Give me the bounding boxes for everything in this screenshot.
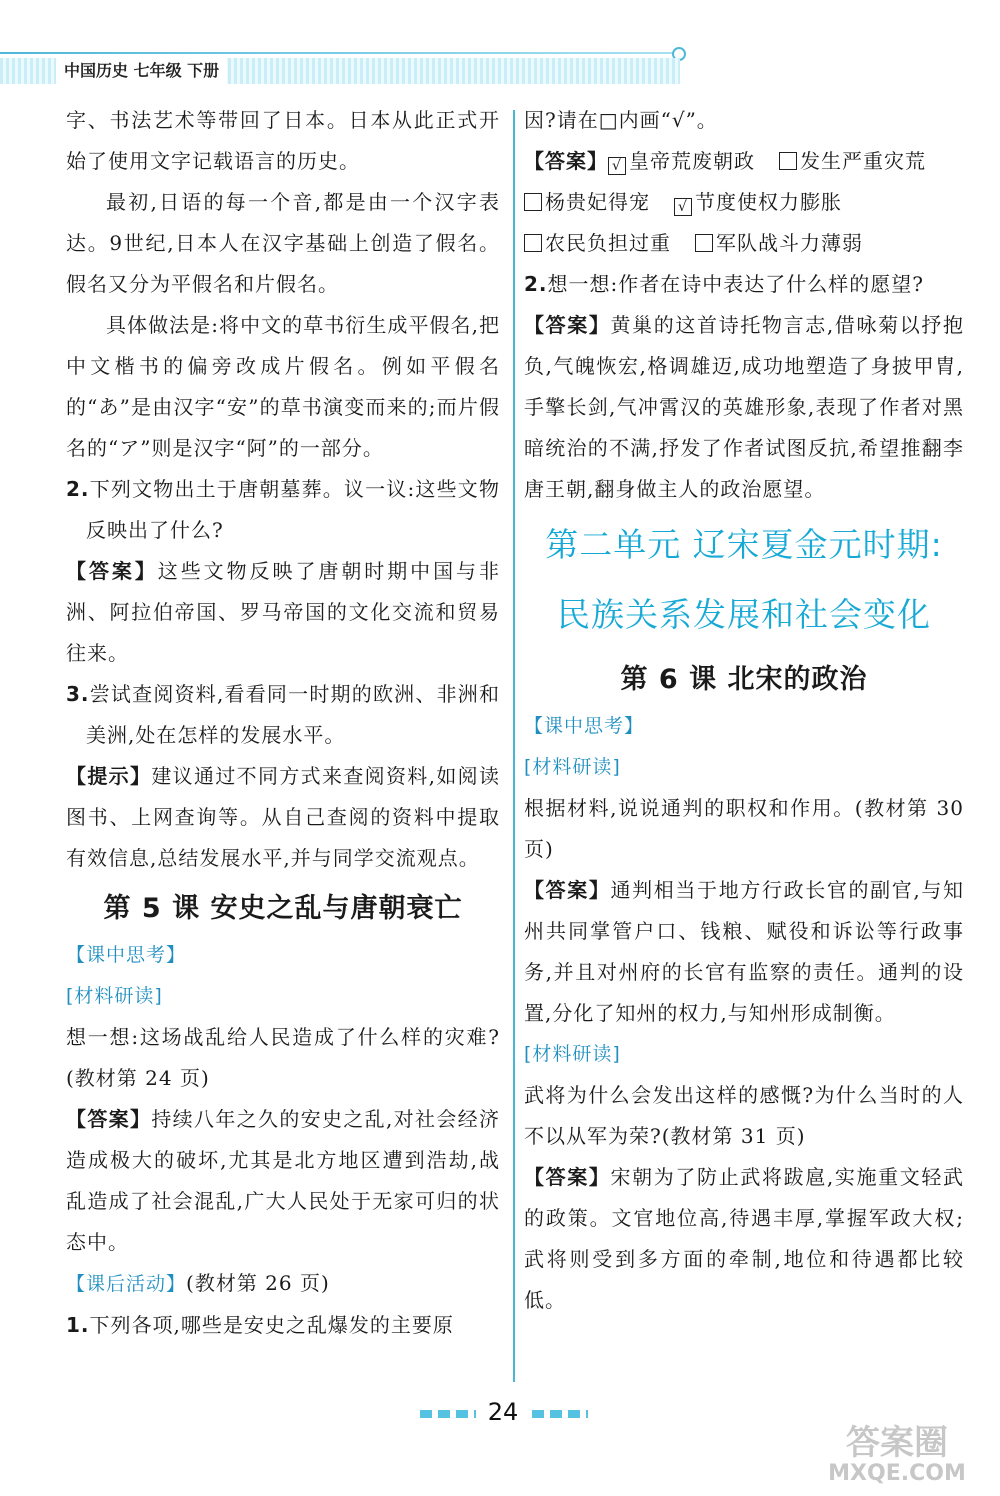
question-number: 1. [66, 1313, 90, 1337]
checkbox-icon: √ [608, 157, 626, 175]
question-3 [66, 674, 500, 756]
question-think: 想一想:这场战乱给人民造成了什么样的灾难?(教材第 24 页) [66, 1025, 500, 1090]
paragraph-kana-origin: 最初,日语的每一个音,都是由一个汉字表达。9世纪,日本人在汉字基础上创造了假名。假名又分为平假名和片假名。 [66, 190, 500, 296]
answer-tag: 【答案】 [66, 1107, 152, 1131]
option-label: 军队战斗力薄弱 [716, 231, 863, 255]
question-text: 下列文物出土于唐朝墓葬。议一议:这些文物反映出了什么? [86, 477, 500, 542]
option-item [779, 141, 926, 182]
answer-text: 持续八年之久的安史之乱,对社会经济造成极大的破坏,尤其是北方地区遭到浩劫,战乱造成了社会混乱,广大人民处于无家可归的状态中。 [66, 1107, 500, 1254]
answer-text: 这些文物反映了唐朝时期中国与非洲、阿拉伯帝国、罗马帝国的文化交流和贸易往来。 [66, 559, 501, 665]
watermark-logo [812, 1416, 982, 1486]
column-divider [513, 110, 515, 1382]
answer-think [66, 1099, 500, 1263]
answer-tag: 【答案】 [524, 1165, 611, 1189]
hint-text: 建议通过不同方式来查阅资料,如阅读图书、上网查询等。从自己查阅的资料中提取有效信息,总结发展水平,并与同学交流观点。 [66, 764, 500, 870]
lesson-5-title: 第 5 课 安史之乱与唐朝衰亡 [103, 893, 463, 924]
answer-tag: 【答案】 [524, 878, 611, 902]
question-2-right [524, 264, 964, 305]
checkbox-icon [524, 234, 542, 252]
question-text: 下列各项,哪些是安史之乱爆发的主要原 [89, 1313, 454, 1337]
checkbox-icon [779, 152, 797, 170]
section-tag-material-2: [材料研读] [524, 1043, 621, 1065]
answer-tag: 【答案】 [66, 559, 158, 583]
question-number: 2. [524, 272, 548, 296]
answer-options-row-1 [524, 141, 964, 182]
answer-text: 通判相当于地方行政长官的副官,与知州共同掌管户口、钱粮、赋役和诉讼等行政事务,并且对州府的长官有监察的责任。通判的设置,分化了知州的权力,与知州形成制衡。 [524, 878, 965, 1025]
answer-text: 宋朝为了防止武将跋扈,实施重文轻武的政策。文官地位高,待遇丰厚,掌握军政大权;武将则受到多方面的牵制,地位和待遇都比较低。 [524, 1165, 965, 1312]
option-label: 皇帝荒废朝政 [629, 149, 755, 173]
option-item [524, 182, 650, 223]
answer-tag: 【答案】 [524, 313, 611, 337]
option-label: 杨贵妃得宠 [545, 190, 650, 214]
after-class-heading [66, 1263, 500, 1305]
option-item [695, 223, 863, 264]
header-rule [0, 52, 680, 54]
after-class-ref: (教材第 26 页) [186, 1271, 330, 1295]
question-1-continued: 因?请在□内画“√”。 [524, 108, 718, 132]
option-label: 节度使权力膨胀 [695, 190, 842, 214]
header-title: 中国历史 七年级 下册 [56, 58, 227, 84]
section-tag-think: 【课中思考】 [524, 715, 645, 737]
answer-text: 黄巢的这首诗托物言志,借咏菊以抒抱负,气魄恢宏,格调雄迈,成功地塑造了身披甲胄,手擎长剑,气冲霄汉的英雄形象,表现了作者对黑暗统治的不满,抒发了作者试图反抗,希望推翻李唐王朝,翻身做主人的政治愿望。 [524, 313, 965, 501]
section-tag-material-1: [材料研读] [524, 756, 621, 778]
question-1 [66, 1305, 500, 1346]
option-item [608, 141, 755, 182]
answer-options-row-2 [524, 182, 964, 223]
paragraph-kana-method: 具体做法是:将中文的草书衍生成平假名,把中文楷书的偏旁改成片假名。例如平假名的“あ”是由汉字“安”的草书演变而来的;而片假名的“ア”则是汉字“阿”的一部分。 [66, 313, 500, 460]
hint-tag: 【提示】 [66, 764, 152, 788]
left-column [66, 100, 500, 1346]
footer-decoration-right [532, 1410, 588, 1418]
option-label: 发生严重灾荒 [800, 149, 926, 173]
material-1-answer [524, 870, 964, 1034]
lesson-6-title: 第 6 课 北宋的政治 [620, 664, 868, 695]
option-label: 农民负担过重 [545, 231, 671, 255]
section-tag-after: 【课后活动】 [66, 1273, 187, 1295]
question-2 [66, 469, 500, 551]
option-item [674, 182, 842, 223]
answer-2 [66, 551, 500, 674]
watermark-line-2: MXQE.COM [828, 1461, 966, 1486]
watermark-line-1: 答案圈 [846, 1423, 948, 1463]
question-number: 3. [66, 682, 90, 706]
section-tag-think: 【课中思考】 [66, 944, 187, 966]
right-column [524, 100, 964, 1321]
section-tag-material: [材料研读] [66, 985, 163, 1007]
paragraph-continued: 字、书法艺术等带回了日本。日本从此正式开始了使用文字记载语言的历史。 [66, 108, 500, 173]
material-1-question: 根据材料,说说通判的职权和作用。(教材第 30 页) [524, 796, 964, 861]
answer-2-right [524, 305, 964, 510]
material-2-answer [524, 1157, 964, 1321]
question-text: 想一想:作者在诗中表达了什么样的愿望? [547, 272, 924, 296]
material-2-question: 武将为什么会发出这样的感慨?为什么当时的人不以从军为荣?(教材第 31 页) [524, 1083, 964, 1148]
page-number: 24 [487, 1398, 519, 1426]
checkbox-icon [695, 234, 713, 252]
checkbox-icon: √ [674, 198, 692, 216]
unit-title-line-1: 第二单元 辽宋夏金元时期: [545, 525, 943, 564]
option-item [524, 223, 671, 264]
hint-3 [66, 756, 500, 879]
answer-options-row-3 [524, 223, 964, 264]
answer-tag: 【答案】 [524, 149, 608, 173]
footer-decoration-left [420, 1410, 476, 1418]
unit-title-line-2: 民族关系发展和社会变化 [557, 595, 931, 634]
checkbox-icon [524, 193, 542, 211]
question-number: 2. [66, 477, 90, 501]
question-text: 尝试查阅资料,看看同一时期的欧洲、非洲和美洲,处在怎样的发展水平。 [86, 682, 500, 747]
